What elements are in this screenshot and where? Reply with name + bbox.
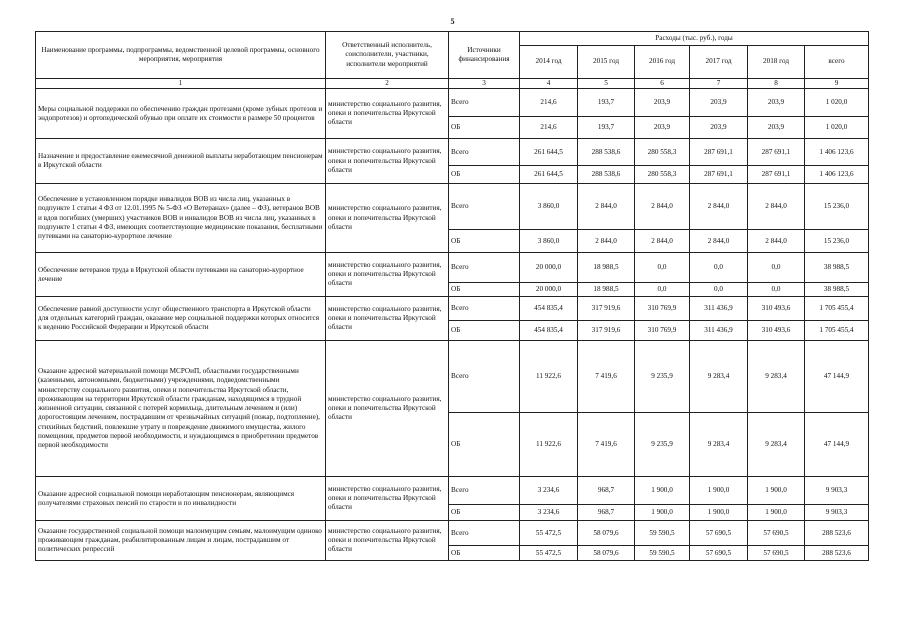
amount-cell: 1 705 455,4: [805, 321, 869, 341]
source-ob: ОБ: [449, 546, 520, 561]
amount-cell: 261 644,5: [520, 139, 578, 166]
amount-cell: 9 903,3: [805, 477, 869, 505]
source-ob: ОБ: [449, 321, 520, 341]
amount-cell: 58 079,6: [578, 546, 635, 561]
amount-cell: 1 705 455,4: [805, 297, 869, 321]
amount-cell: 7 419,6: [578, 413, 635, 477]
amount-cell: 310 769,9: [635, 321, 690, 341]
amount-cell: 310 493,6: [748, 321, 805, 341]
amount-cell: 1 406 123,6: [805, 139, 869, 166]
measure-row: [36, 184, 869, 230]
amount-cell: 57 690,5: [748, 546, 805, 561]
amount-cell: 261 644,5: [520, 166, 578, 184]
amount-cell: 59 590,5: [635, 521, 690, 546]
amount-cell: 193,7: [578, 89, 635, 117]
amount-cell: 9 903,3: [805, 505, 869, 521]
amount-cell: 58 079,6: [578, 521, 635, 546]
amount-cell: 9 283,4: [690, 341, 748, 413]
source-total: Всего: [449, 253, 520, 283]
amount-cell: 310 769,9: [635, 297, 690, 321]
amount-cell: 310 493,6: [748, 297, 805, 321]
amount-cell: 0,0: [748, 253, 805, 283]
amount-cell: 2 844,0: [748, 184, 805, 230]
amount-cell: 3 860,0: [520, 230, 578, 253]
amount-cell: 1 020,0: [805, 117, 869, 139]
amount-cell: 20 000,0: [520, 253, 578, 283]
source-total: Всего: [449, 89, 520, 117]
amount-cell: 57 690,5: [748, 521, 805, 546]
measure-executor: министерство социального развития, опеки и попечительства Иркутской области: [326, 184, 449, 253]
source-ob: ОБ: [449, 505, 520, 521]
amount-cell: 214,6: [520, 117, 578, 139]
amount-cell: 15 236,0: [805, 184, 869, 230]
measure-row: [36, 297, 869, 321]
amount-cell: 7 419,6: [578, 341, 635, 413]
amount-cell: 38 988,5: [805, 253, 869, 283]
column-number: 6: [635, 79, 690, 89]
page-number: 5: [450, 17, 455, 26]
header-expenses: Расходы (тыс. руб.), годы: [520, 32, 869, 46]
source-total: Всего: [449, 184, 520, 230]
column-number: 1: [36, 79, 326, 89]
header-year: 2016 год: [635, 46, 690, 79]
amount-cell: 203,9: [635, 117, 690, 139]
amount-cell: 2 844,0: [748, 230, 805, 253]
measure-executor: министерство социального развития, опеки и попечительства Иркутской области: [326, 89, 449, 139]
source-total: Всего: [449, 477, 520, 505]
amount-cell: 287 691,1: [748, 166, 805, 184]
amount-cell: 47 144,9: [805, 413, 869, 477]
amount-cell: 287 691,1: [690, 139, 748, 166]
amount-cell: 3 234,6: [520, 505, 578, 521]
column-number: 2: [326, 79, 449, 89]
amount-cell: 2 844,0: [578, 230, 635, 253]
amount-cell: 288 523,6: [805, 546, 869, 561]
amount-cell: 9 283,4: [748, 413, 805, 477]
amount-cell: 1 900,0: [635, 477, 690, 505]
amount-cell: 57 690,5: [690, 521, 748, 546]
amount-cell: 0,0: [748, 283, 805, 297]
header-source: Источники финансирования: [449, 32, 520, 79]
column-number: 8: [748, 79, 805, 89]
measure-name: Обеспечение ветеранов труда в Иркутской области путевками на санаторно-курортное лечение: [36, 253, 326, 297]
amount-cell: 454 835,4: [520, 321, 578, 341]
amount-cell: 9 283,4: [690, 413, 748, 477]
amount-cell: 18 988,5: [578, 253, 635, 283]
header-year: 2017 год: [690, 46, 748, 79]
column-number: 7: [690, 79, 748, 89]
amount-cell: 2 844,0: [635, 184, 690, 230]
amount-cell: 214,6: [520, 89, 578, 117]
source-ob: ОБ: [449, 166, 520, 184]
amount-cell: 18 988,5: [578, 283, 635, 297]
amount-cell: 2 844,0: [690, 184, 748, 230]
amount-cell: 0,0: [635, 283, 690, 297]
amount-cell: 1 900,0: [690, 477, 748, 505]
amount-cell: 280 558,3: [635, 166, 690, 184]
amount-cell: 11 922,6: [520, 413, 578, 477]
source-total: Всего: [449, 521, 520, 546]
amount-cell: 0,0: [690, 253, 748, 283]
amount-cell: 9 283,4: [748, 341, 805, 413]
amount-cell: 287 691,1: [748, 139, 805, 166]
amount-cell: 1 900,0: [635, 505, 690, 521]
measure-executor: министерство социального развития, опеки и попечительства Иркутской области: [326, 521, 449, 561]
measure-name: Оказание государственной социальной помощи малоимущим семьям, малоимущим одиноко проживающим гражданам, реабилитированным лицам и лицам, пострадавшим от политических репрессий: [36, 521, 326, 561]
amount-cell: 288 538,6: [578, 166, 635, 184]
amount-cell: 55 472,5: [520, 546, 578, 561]
measure-executor: министерство социального развития, опеки и попечительства Иркутской области: [326, 253, 449, 297]
amount-cell: 203,9: [690, 89, 748, 117]
amount-cell: 3 860,0: [520, 184, 578, 230]
amount-cell: 968,7: [578, 505, 635, 521]
amount-cell: 454 835,4: [520, 297, 578, 321]
amount-cell: 47 144,9: [805, 341, 869, 413]
measure-name: Обеспечение в установленном порядке инвалидов ВОВ из числа лиц, указанных в подпункте 1 статьи 4 ФЗ от 12.01.1995 № 5-ФЗ «О Ветеранах» (далее – ФЗ), ветеранов ВОВ и вдов погибших (умерших) участников ВОВ и инвалидов ВОВ из числа лиц, указанных в подпункте 1 статьи 4 ФЗ, имеющих соответствующие медицинские показания, бесплатными путевками на санаторно-курортное лечение: [36, 184, 326, 253]
amount-cell: 2 844,0: [635, 230, 690, 253]
measure-row: [36, 521, 869, 546]
amount-cell: 287 691,1: [690, 166, 748, 184]
amount-cell: 288 538,6: [578, 139, 635, 166]
amount-cell: 1 406 123,6: [805, 166, 869, 184]
amount-cell: 9 235,9: [635, 413, 690, 477]
header-name: Наименование программы, подпрограммы, ведомственной целевой программы, основного мероприятия, мероприятия: [36, 32, 326, 79]
measure-name: Обеспечение равной доступности услуг общественного транспорта в Иркутской области для отдельных категорий граждан, оказание мер социальной поддержки которых относится к ведению Российской Федерации и Иркутской области: [36, 297, 326, 341]
header-year: 2018 год: [748, 46, 805, 79]
source-total: Всего: [449, 139, 520, 166]
source-ob: ОБ: [449, 283, 520, 297]
measure-row: [36, 477, 869, 505]
amount-cell: 317 919,6: [578, 297, 635, 321]
measure-executor: министерство социального развития, опеки и попечительства Иркутской области: [326, 139, 449, 184]
amount-cell: 9 235,9: [635, 341, 690, 413]
measure-executor: министерство социального развития, опеки и попечительства Иркутской области: [326, 297, 449, 341]
amount-cell: 311 436,9: [690, 321, 748, 341]
amount-cell: 0,0: [635, 253, 690, 283]
column-number: 4: [520, 79, 578, 89]
amount-cell: 317 919,6: [578, 321, 635, 341]
amount-cell: 3 234,6: [520, 477, 578, 505]
amount-cell: 203,9: [748, 89, 805, 117]
amount-cell: 2 844,0: [578, 184, 635, 230]
amount-cell: 280 558,3: [635, 139, 690, 166]
amount-cell: 38 988,5: [805, 283, 869, 297]
amount-cell: 20 000,0: [520, 283, 578, 297]
budget-table: [35, 31, 869, 561]
amount-cell: 1 020,0: [805, 89, 869, 117]
measure-name: Назначение и предоставление ежемесячной денежной выплаты неработающим пенсионерам в Иркутской области: [36, 139, 326, 184]
measure-row: [36, 341, 869, 413]
amount-cell: 55 472,5: [520, 521, 578, 546]
amount-cell: 15 236,0: [805, 230, 869, 253]
column-number: 3: [449, 79, 520, 89]
amount-cell: 0,0: [690, 283, 748, 297]
header-year: 2015 год: [578, 46, 635, 79]
amount-cell: 1 900,0: [748, 477, 805, 505]
amount-cell: 288 523,6: [805, 521, 869, 546]
column-number-row: [36, 79, 869, 89]
amount-cell: 59 590,5: [635, 546, 690, 561]
measures-body: [36, 89, 869, 561]
amount-cell: 203,9: [690, 117, 748, 139]
amount-cell: 203,9: [748, 117, 805, 139]
source-ob: ОБ: [449, 413, 520, 477]
header-total: всего: [805, 46, 869, 79]
measure-executor: министерство социального развития, опеки и попечительства Иркутской области: [326, 341, 449, 477]
amount-cell: 11 922,6: [520, 341, 578, 413]
header-executor: Ответственный исполнитель, соисполнители, участники, исполнители мероприятий: [326, 32, 449, 79]
source-ob: ОБ: [449, 230, 520, 253]
amount-cell: 203,9: [635, 89, 690, 117]
measure-row: [36, 139, 869, 166]
measure-row: [36, 253, 869, 283]
measure-executor: министерство социального развития, опеки и попечительства Иркутской области: [326, 477, 449, 521]
amount-cell: 1 900,0: [748, 505, 805, 521]
header-year: 2014 год: [520, 46, 578, 79]
source-total: Всего: [449, 341, 520, 413]
measure-name: Оказание адресной материальной помощи МСРОиП, областными государственными (казенными, автономными, бюджетными) учреждениями, подведомственными министерству социального развития, опеки и попечительства Иркутской области, проживающим на территории Иркутской области гражданам, находящимся в трудной жизненной ситуации, связанной с потерей кормильца, длительным лечением и (или) дорогостоящим лечением, пострадавшим от чрезвычайных ситуаций (пожар, подтопление), стихийных бедствий, повлекшие утрату и повреждение движимого имущества, жилого помещения, предметов первой необходимости, и нуждающимся в приобретении предметов первой необходимости: [36, 341, 326, 477]
source-ob: ОБ: [449, 117, 520, 139]
amount-cell: 57 690,5: [690, 546, 748, 561]
amount-cell: 1 900,0: [690, 505, 748, 521]
column-number: 5: [578, 79, 635, 89]
column-number: 9: [805, 79, 869, 89]
measure-name: Оказание адресной социальной помощи неработающим пенсионерам, являющимся получателями страховых пенсий по старости и по инвалидности: [36, 477, 326, 521]
amount-cell: 193,7: [578, 117, 635, 139]
measure-name: Меры социальной поддержки по обеспечению граждан протезами (кроме зубных протезов и эндопротезов) и ортопедической обувью при оплате их стоимости в размере 50 процентов: [36, 89, 326, 139]
source-total: Всего: [449, 297, 520, 321]
measure-row: [36, 89, 869, 117]
amount-cell: 311 436,9: [690, 297, 748, 321]
amount-cell: 2 844,0: [690, 230, 748, 253]
amount-cell: 968,7: [578, 477, 635, 505]
